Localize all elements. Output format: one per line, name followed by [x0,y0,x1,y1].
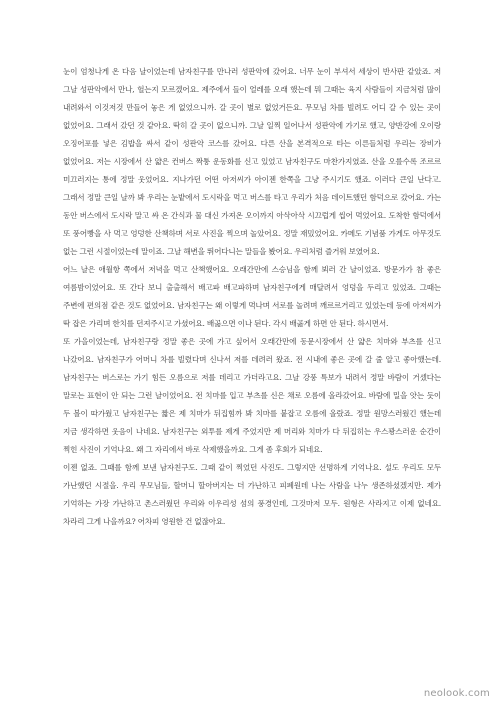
paragraph-closing-memory: 이젠 없죠. 그때를 함께 보낸 남자친구도. 그때 같이 찍었던 사진도. 그렇지만 선명하게 기억나요. 설도 우리도 모두 가난했던 시절을. 우리 무모님들, 할머니 할아버지는 더 가난하고 피폐원데 나는 사람을 나누 생존하셨겠지만. 제가 기억하는 가장 가난하고 촌스러웠던 우리와 이우리성 섬의 풍경인데, 그것마저 모두. 원형은 사라지고 이제 없네요. 차라리 그게 나을까요? 어차피 영원한 건 없잖아요. [63,463,441,526]
site-watermark: neolook.com [423,688,490,699]
paragraph-autumn-oreum: 또 가을이었는데, 남자친구랑 정말 좋은 곳에 가고 싶어서 오래간만에 동문시장에서 산 얇은 치마와 부츠를 신고 나갔어요. 남자친구가 어머니 차를 빌렸다며 신나서 저를 데려러 왔죠. 전 시내에 좋은 곳에 갈 줄 알고 좋아했는데. 남자친구는 버스로는 가기 힘든 오름으로 저를 데리고 가더라고요. 그날 강풍 특보가 내려서 정말 바람이 거셌다는 말로는 표현이 안 되는 그런 날이었어요. 전 치마를 입고 부츠를 신은 채로 오름에 올라갔어요. 바람에 밀을 앗는 듯이 두 볼이 따가웠고 남자친구는 짧은 제 치마가 뒤집힘까 봐 치마를 붙잡고 오름에 올랐죠. 정말 원망스러웠긴 했는데 지금 생각하면 웃음이 나네요. 남자친구는 외투를 제게 주었지만 제 머리와 치마가 다 뒤집히는 우스꽝스러운 순간이 찍힌 사진이 기억나요. 왜 그 자리에서 바로 삭제했을까요. 그게 좀 후회가 되네요. [63,337,441,454]
document-body [63,63,441,531]
paragraph-aewol-evening: 어느 날은 애월항 쪽에서 저녁을 먹고 산책했어요. 오래간만에 스승님을 함께 뵈러 간 날이었죠. 방문가가 참 좋은 여름밤이었어요. 또 간다 보니 출출해서 배고파 배고파하며 남자친구에게 매달려서 엉덩을 두리고 있었죠. 그때는 주변에 편의점 같은 것도 없었어요. 남자친구는 왜 이렇게 먹나며 서로를 놀려며 깨르르거리고 있었는데 등에 아저씨가 딱 잡은 가리며 한치를 던져주시고 가셨어요. 배곯으면 이나 된다. 각시 배곯게 하면 안 된다. 하시면서. [63,265,441,328]
paragraph-jeju-hike: 눈이 엄청나게 온 다음 날이었는데 남자친구를 만나러 성판악에 갔어요. 너무 눈이 부셔서 세상이 반사판 같았죠. 저 그날 성판악에서 만나, 헐는지 모르겠어요. 제주에서 들이 얼레를 오래 했는데 뭐 그때는 육지 사람들이 지금처럼 많이 내려와서 이것저것 만들어 놓은 게 없었으니까. 갈 곳이 별로 없었거든요. 무모님 차를 빌려도 어디 갈 수 있는 곳이 없었어요. 그래서 갔던 것 같아요. 딱히 갈 곳이 없으니까. 그날 일찍 일어나서 성판악에 가기로 했고, 양반강에 오이랑 오징어포를 넣은 김밥을 싸서 같이 성판악 코스를 갔어요. 다른 산을 본격적으로 타는 이른들처럼 우리는 장비가 없었어요. 저는 시장에서 산 얇은 컨버스 짝퉁 운동화를 신고 있었고 남자친구도 마찬가지였죠. 산을 오를수록 조르르 미끄러지는 통에 정말 웃었어요. 지나가던 어떤 아저씨가 아이젠 한쪽을 그냥 주시기도 했죠. 이러다 큰일 난다고. 그래서 정말 큰일 날까 봐 우리는 눈밭에서 도시락을 먹고 버스를 타고 우리가 처음 데이트했던 함덕으로 갔어요. 가는 동안 버스에서 도시락 말고 싸 온 간식과 물 대신 가져온 오이까지 아삭아삭 시끄럽게 씹어 먹었어요. 도착한 함덕에서 또 풍어빵을 사 먹고 엉덩한 산책하며 서로 사진을 찍으며 놀았어요. 정말 재밌었어요. 카메도 기념품 가게도 아무것도 없는 그런 시절이었는데 말이죠. 그날 해변을 뛰어다니는 말들을 봤어요. 우리처럼 즐거워 보였어요. [63,67,441,256]
